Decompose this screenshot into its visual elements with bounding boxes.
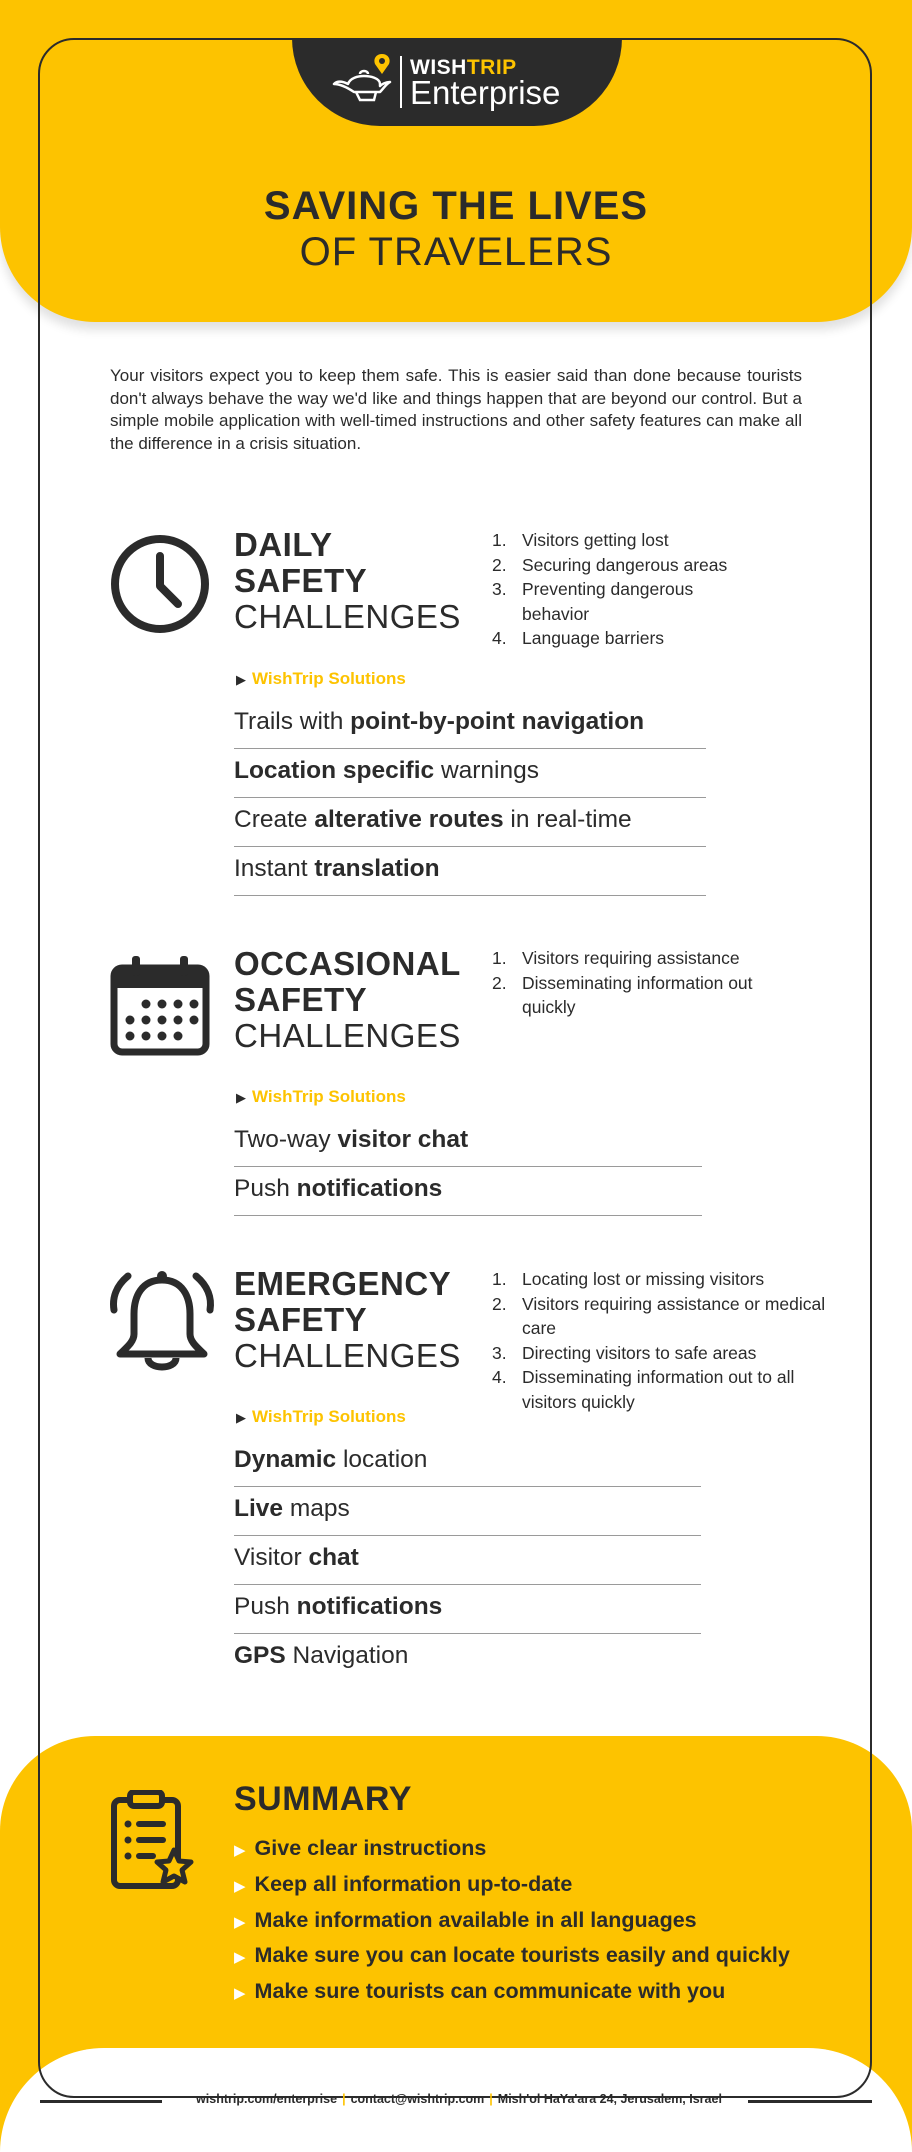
solution-text-bold: notifications bbox=[296, 1175, 443, 1202]
solution-item bbox=[234, 1487, 701, 1536]
intro-paragraph: Your visitors expect you to keep them safe. This is easier said than done because tourists don't always behave the way we'd like and things happen that are beyond our control. But a simple mobile application with well-timed instructions and other safety features can make all the difference in a crisis situation. bbox=[110, 366, 802, 453]
solution-text-bold: chat bbox=[308, 1544, 359, 1571]
solution-text: Two-way bbox=[234, 1126, 338, 1153]
solution-text: Push bbox=[234, 1593, 297, 1620]
solution-text: Trails with bbox=[234, 708, 351, 735]
challenge-text: Locating lost or missing visitors bbox=[522, 1269, 765, 1289]
challenge-item: 3. Preventing dangerous behavior bbox=[492, 579, 694, 624]
solution-text-bold: Dynamic bbox=[234, 1446, 337, 1473]
solutions-list-emergency bbox=[234, 1438, 701, 1683]
footer-address: Mish'ol HaYa'ara 24, Jerusalem, Israel bbox=[497, 2092, 722, 2106]
footer-rule-left bbox=[40, 2100, 162, 2103]
solution-text-bold: Location specific bbox=[234, 757, 435, 784]
challenge-text: Language barriers bbox=[522, 628, 665, 648]
section-title-bold-2: SAFETY bbox=[234, 1301, 368, 1338]
section-title-bold-1: EMERGENCY bbox=[234, 1265, 452, 1302]
challenge-text: Disseminating information out quickly bbox=[522, 972, 753, 1017]
challenge-text: Visitors requiring assistance bbox=[522, 948, 740, 968]
solutions-label bbox=[236, 1087, 406, 1107]
challenge-item: 4. Language barriers bbox=[492, 628, 665, 648]
section-title-daily bbox=[234, 527, 461, 635]
triangle-bullet-icon: ▶ bbox=[234, 1985, 246, 2003]
challenge-text: Securing dangerous areas bbox=[522, 554, 728, 575]
solution-item bbox=[234, 1585, 701, 1634]
summary-item-text: Make sure tourists can communicate with you bbox=[254, 1979, 726, 2004]
triangle-bullet-icon: ▶ bbox=[234, 1842, 246, 1859]
challenge-text: Disseminating information out to all visitors quickly bbox=[522, 1367, 795, 1412]
solution-text: maps bbox=[283, 1495, 350, 1522]
footer-rule-right bbox=[748, 2100, 872, 2103]
solution-text: Navigation bbox=[285, 1642, 409, 1669]
footer-separator: | bbox=[489, 2092, 493, 2106]
footer-contact bbox=[176, 2092, 742, 2106]
challenge-item: 2. Disseminating information out quickly bbox=[492, 972, 753, 1017]
challenge-item: 1. Visitors getting lost bbox=[492, 530, 669, 550]
solution-item bbox=[234, 1167, 702, 1216]
solution-text-bold: translation bbox=[314, 855, 440, 882]
challenge-text: Preventing dangerous behavior bbox=[522, 579, 694, 624]
logo-divider bbox=[400, 56, 402, 108]
solution-text-bold: Live bbox=[234, 1495, 284, 1522]
summary-list bbox=[234, 1832, 790, 2011]
triangle-bullet-icon: ▶ bbox=[234, 1913, 246, 1931]
section-title-bold-2: SAFETY bbox=[234, 562, 368, 599]
solution-text: Instant bbox=[234, 855, 315, 882]
section-title-emergency bbox=[234, 1266, 461, 1374]
clipboard-star-icon bbox=[108, 1790, 198, 1894]
section-title-bold-1: DAILY bbox=[234, 526, 333, 563]
challenge-item: 2. Visitors requiring assistance or medical care bbox=[492, 1293, 826, 1338]
section-title-light: CHALLENGES bbox=[234, 1017, 461, 1054]
challenges-list-emergency bbox=[492, 1267, 832, 1414]
challenges-list-occasional bbox=[492, 946, 788, 1020]
summary-item-text: Make sure you can locate tourists easily and quickly bbox=[254, 1943, 790, 1968]
section-title-light: CHALLENGES bbox=[234, 1337, 461, 1374]
summary-item bbox=[234, 1904, 790, 1940]
triangle-bullet-icon: ▶ bbox=[236, 672, 246, 687]
section-title-occasional bbox=[234, 946, 461, 1054]
solution-item bbox=[234, 847, 706, 896]
page-title: SAVING THE LIVES bbox=[263, 184, 649, 228]
challenge-item: 2. Securing dangerous areas bbox=[492, 554, 728, 575]
solutions-label-text: WishTrip Solutions bbox=[252, 1407, 406, 1426]
summary-item bbox=[234, 1832, 790, 1868]
solution-text-bold: point-by-point navigation bbox=[350, 708, 645, 735]
solutions-label-text: WishTrip Solutions bbox=[252, 1087, 406, 1106]
genie-lamp-pin-icon bbox=[330, 50, 396, 108]
solution-text-bold: GPS bbox=[234, 1642, 286, 1669]
summary-item bbox=[234, 1939, 790, 1975]
challenges-list-daily bbox=[492, 528, 732, 651]
page-subtitle: OF TRAVELERS bbox=[299, 230, 613, 274]
solution-item bbox=[234, 798, 706, 847]
clock-icon bbox=[108, 532, 212, 636]
solutions-list-occasional bbox=[234, 1118, 702, 1216]
footer-separator: | bbox=[342, 2092, 346, 2106]
solutions-label-text: WishTrip Solutions bbox=[252, 669, 406, 688]
solutions-label bbox=[236, 1407, 406, 1427]
summary-item bbox=[234, 1868, 790, 1904]
solutions-list-daily bbox=[234, 700, 706, 896]
solution-text: Visitor bbox=[234, 1544, 309, 1571]
summary-item bbox=[234, 1975, 790, 2011]
logo-brand-accent: TRIP bbox=[466, 56, 517, 79]
solution-text: warnings bbox=[434, 757, 539, 784]
solution-text-bold: visitor chat bbox=[337, 1126, 469, 1153]
challenge-item: 3. Directing visitors to safe areas bbox=[492, 1342, 757, 1363]
solution-text-bold: notifications bbox=[296, 1593, 443, 1620]
solution-item bbox=[234, 1536, 701, 1585]
section-title-bold-2: SAFETY bbox=[234, 981, 368, 1018]
summary-title: SUMMARY bbox=[234, 1780, 412, 1818]
section-title-bold-1: OCCASIONAL bbox=[234, 945, 461, 982]
summary-item-text: Give clear instructions bbox=[254, 1836, 487, 1860]
section-title-light: CHALLENGES bbox=[234, 598, 461, 635]
solution-item bbox=[234, 749, 706, 798]
logo-subbrand: Enterprise bbox=[410, 74, 561, 111]
triangle-bullet-icon: ▶ bbox=[236, 1410, 246, 1425]
challenge-item: 4. Disseminating information out to all visitors quickly bbox=[492, 1367, 795, 1412]
solution-text: Create bbox=[234, 806, 315, 833]
solution-text-bold: alterative routes bbox=[314, 806, 504, 833]
solution-item bbox=[234, 1634, 701, 1683]
solution-text: Push bbox=[234, 1175, 297, 1202]
solution-item bbox=[234, 1438, 701, 1487]
footer-email-link[interactable]: contact@wishtrip.com bbox=[350, 2092, 485, 2106]
triangle-bullet-icon: ▶ bbox=[234, 1877, 246, 1895]
challenge-text: Visitors getting lost bbox=[522, 530, 669, 550]
solution-item bbox=[234, 700, 706, 749]
challenge-text: Directing visitors to safe areas bbox=[522, 1342, 757, 1363]
footer-website-link[interactable]: wishtrip.com/enterprise bbox=[196, 2092, 338, 2106]
solution-item bbox=[234, 1118, 702, 1167]
summary-item-text: Keep all information up-to-date bbox=[254, 1871, 573, 1896]
summary-item-text: Make information available in all languages bbox=[254, 1907, 697, 1932]
solution-text: location bbox=[336, 1446, 428, 1473]
calendar-icon bbox=[108, 954, 212, 1058]
triangle-bullet-icon: ▶ bbox=[236, 1090, 246, 1105]
solution-text: in real-time bbox=[503, 806, 632, 833]
bell-icon bbox=[108, 1268, 216, 1380]
solutions-label bbox=[236, 669, 406, 689]
triangle-bullet-icon: ▶ bbox=[234, 1949, 246, 1967]
challenge-text: Visitors requiring assistance or medical care bbox=[522, 1293, 826, 1338]
logo-brand-white: WISH bbox=[410, 56, 467, 79]
challenge-item: 1. Visitors requiring assistance bbox=[492, 948, 740, 968]
challenge-item: 1. Locating lost or missing visitors bbox=[492, 1269, 765, 1289]
